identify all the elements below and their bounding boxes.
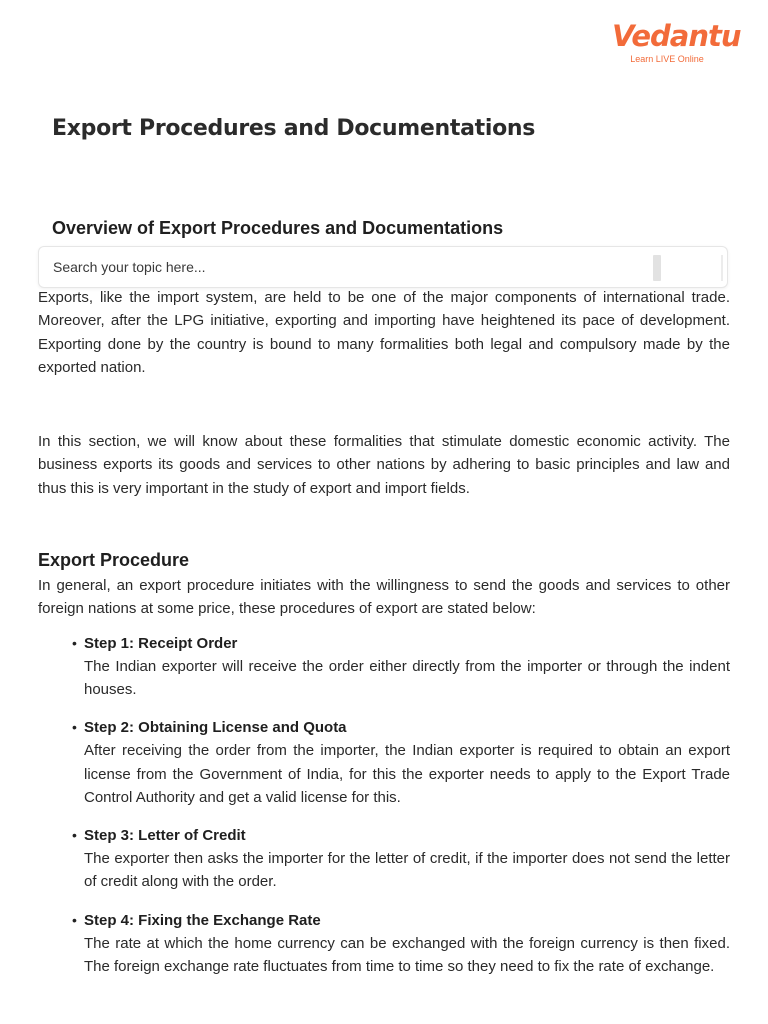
bullet-icon: •: [72, 827, 77, 844]
bullet-icon: •: [72, 634, 77, 651]
search-scroll-handle: [653, 255, 661, 281]
step-title: Step 4: Fixing the Exchange Rate: [84, 911, 321, 929]
step-text: After receiving the order from the importer, the Indian exporter is required to obtain an export license from the Government of India, for this the exporter needs to apply to the Export Trade Control Authority and get a valid license for this.: [84, 742, 730, 806]
article-content: [38, 286, 730, 994]
search-bar[interactable]: [38, 246, 728, 288]
logo-tagline: Learn LIVE Online: [630, 54, 704, 64]
list-item: [72, 633, 730, 702]
search-input[interactable]: [53, 257, 613, 277]
step-title: Step 1: Receipt Order: [84, 634, 238, 652]
search-divider: [721, 255, 723, 281]
steps-list: [38, 633, 730, 979]
intro-paragraph: Exports, like the import system, are held to be one of the major components of international trade. Moreover, after the LPG initiative, exporting and importing have heightened its pace of development. Exporting done by the country is bound to many formalities both legal and compulsory made by the exported nation.: [38, 289, 730, 376]
vedantu-logo[interactable]: [612, 19, 741, 64]
bullet-icon: •: [72, 719, 77, 736]
step-text: The rate at which the home currency can be exchanged with the foreign currency is then fixed. The foreign exchange rate fluctuates from time to time so they need to fix the rate of exchange.: [84, 934, 730, 976]
section-paragraph: In this section, we will know about these formalities that stimulate domestic economic activity. The business exports its goods and services to other nations by adhering to basic principles and law and thus this is very important in the study of export and import fields.: [38, 433, 730, 497]
page-title: Export Procedures and Documentations: [52, 116, 536, 141]
step-text: The exporter then asks the importer for the letter of credit, if the importer does not send the letter of credit along with the order.: [84, 850, 730, 891]
overview-heading: Overview of Export Procedures and Documentations: [52, 218, 504, 238]
logo-wordmark: Vedantu: [612, 19, 741, 53]
list-item: [72, 825, 730, 894]
export-procedure-intro: In general, an export procedure initiates with the willingness to send the goods and services to other foreign nations at some price, these procedures of export are stated below:: [38, 577, 730, 618]
list-item: [72, 910, 730, 979]
bullet-icon: •: [72, 911, 77, 928]
step-text: The Indian exporter will receive the order either directly from the importer or through the indent houses.: [84, 657, 730, 698]
step-title: Step 3: Letter of Credit: [84, 827, 246, 845]
export-procedure-heading: Export Procedure: [38, 550, 190, 571]
step-title: Step 2: Obtaining License and Quota: [84, 719, 347, 737]
list-item: [72, 717, 730, 809]
